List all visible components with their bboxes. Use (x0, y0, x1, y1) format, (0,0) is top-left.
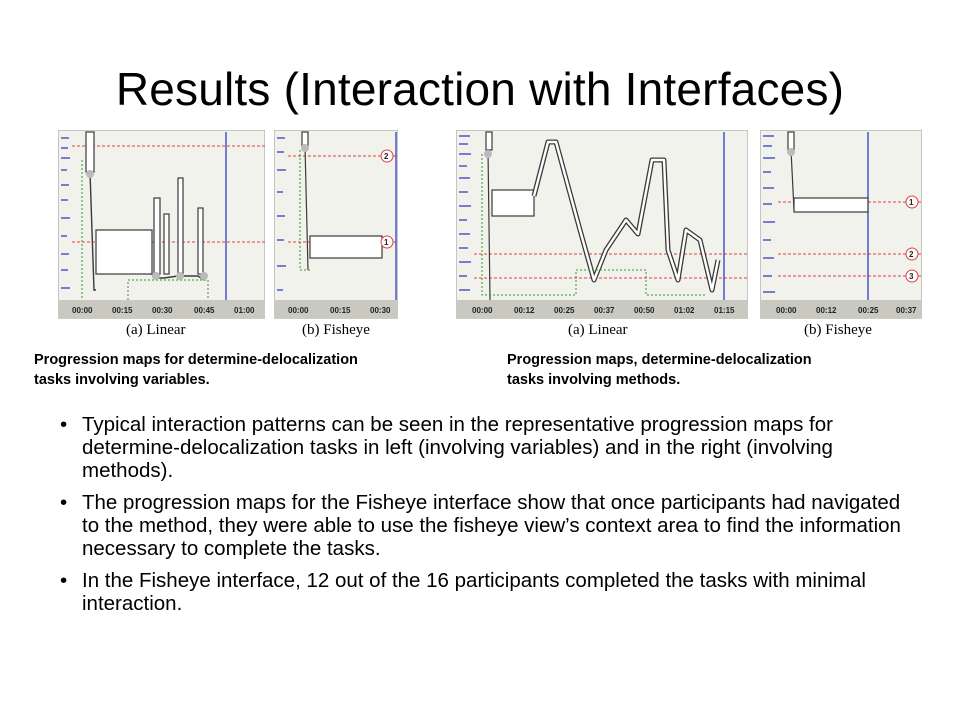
tick-label: 01:02 (674, 306, 695, 315)
bullet-item: • The progression maps for the Fisheye interface show that once participants had navigated to the method, they were able to use the fisheye view’s context area to find the information necessary to complete the tasks. (60, 491, 920, 560)
caption-line: Progression maps for determine-delocalization (34, 352, 358, 368)
caption-methods (507, 350, 927, 390)
tick-label: 01:00 (234, 306, 255, 315)
tick-label: 00:50 (634, 306, 655, 315)
caption-variables (34, 350, 474, 390)
tick-label: 01:15 (714, 306, 735, 315)
marker-label: 2 (384, 152, 389, 161)
step-marker (906, 270, 918, 282)
marker-label: 2 (909, 250, 914, 259)
progression-map-methods-linear (456, 130, 748, 338)
tick-label: 00:37 (896, 306, 917, 315)
tick-label: 00:00 (776, 306, 797, 315)
marker-label: 1 (384, 238, 389, 247)
tick-label: 00:00 (288, 306, 309, 315)
step-marker (906, 248, 918, 260)
step-marker (381, 236, 393, 248)
tick-label: 00:12 (514, 306, 535, 315)
caption-line: tasks involving variables. (34, 372, 210, 388)
caption-line: tasks involving methods. (507, 372, 681, 388)
bullet-item: • In the Fisheye interface, 12 out of the 16 participants completed the tasks with minimal interaction. (60, 569, 920, 615)
bullet-item: • Typical interaction patterns can be seen in the representative progression maps for determine-delocalization tasks in left (involving variables) and in the right (involving methods). (60, 413, 920, 482)
tick-label: 00:15 (112, 306, 133, 315)
slide-title: Results (Interaction with Interfaces) (115, 63, 845, 115)
tick-label: 00:25 (858, 306, 879, 315)
figure-sublabel: (b) Fisheye (302, 322, 370, 338)
tick-label: 00:45 (194, 306, 215, 315)
tick-label: 00:00 (72, 306, 93, 315)
tick-label: 00:30 (152, 306, 173, 315)
progression-map-variables-fisheye (274, 130, 398, 338)
tick-label: 00:00 (472, 306, 493, 315)
tick-label: 00:25 (554, 306, 575, 315)
step-marker (381, 150, 393, 162)
figure-sublabel: (a) Linear (568, 322, 628, 338)
progression-map-variables-linear (58, 130, 265, 338)
tick-label: 00:15 (330, 306, 351, 315)
progression-map-methods-fisheye (760, 130, 922, 338)
bullet-list (60, 413, 920, 624)
caption-line: Progression maps, determine-delocalization (507, 352, 812, 368)
marker-label: 1 (909, 198, 914, 207)
step-marker (906, 196, 918, 208)
figure-sublabel: (b) Fisheye (804, 322, 872, 338)
tick-label: 00:37 (594, 306, 615, 315)
figure-sublabel: (a) Linear (126, 322, 186, 338)
tick-label: 00:30 (370, 306, 391, 315)
marker-label: 3 (909, 272, 914, 281)
tick-label: 00:12 (816, 306, 837, 315)
